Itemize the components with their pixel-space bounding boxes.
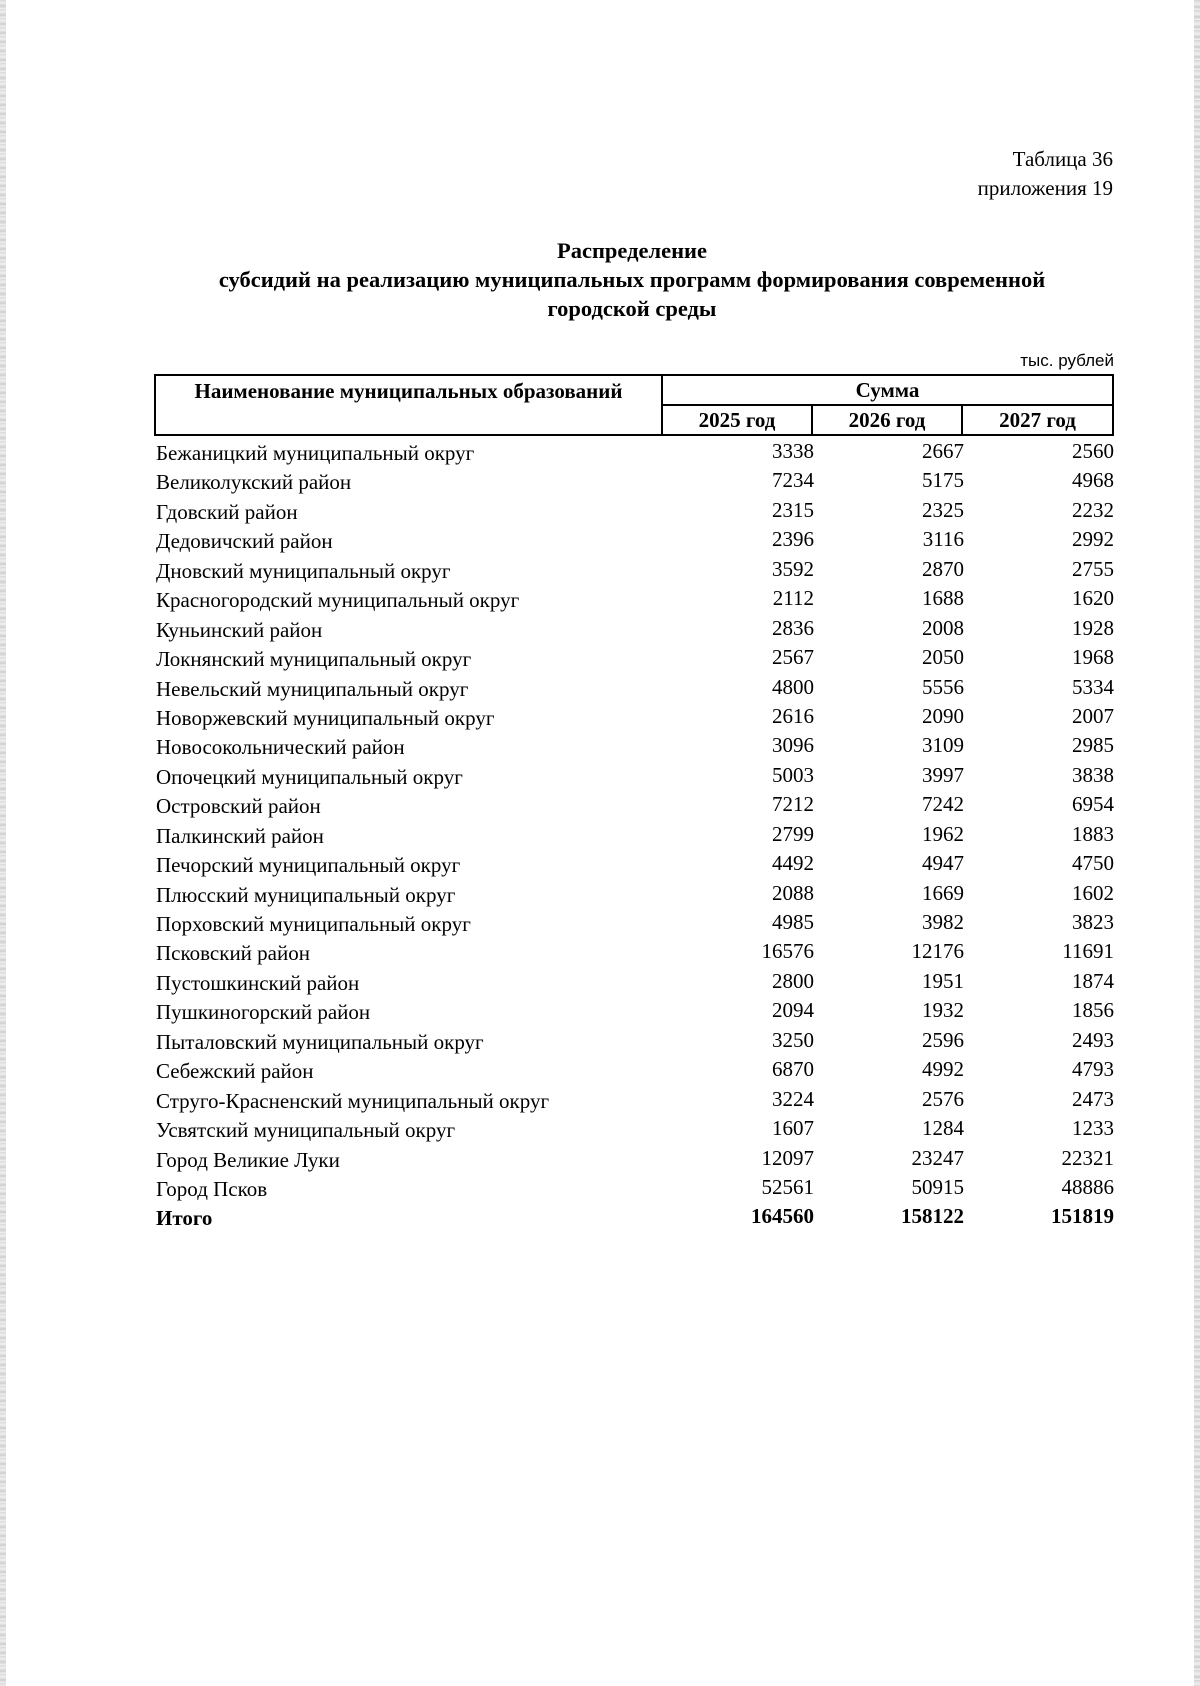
amount-2025: 2836 [772, 615, 814, 640]
municipality-name: Гдовский район [156, 499, 298, 524]
table-row [156, 673, 1116, 702]
amount-2025: 52561 [761, 1174, 814, 1199]
amount-2026: 5556 [922, 674, 964, 699]
municipality-name: Город Великие Луки [156, 1147, 340, 1172]
table-row [156, 996, 1116, 1025]
document-title [150, 236, 1114, 323]
municipality-name: Бежаницкий муниципальный округ [156, 441, 475, 465]
amount-2027: 2560 [1072, 439, 1114, 463]
amount-2027: 2985 [1072, 733, 1114, 758]
municipality-name: Печорский муниципальный округ [156, 853, 461, 878]
table-row [156, 643, 1116, 672]
municipality-name: Пыталовский муниципальный округ [156, 1029, 484, 1054]
amount-2027: 22321 [1061, 1145, 1114, 1170]
amount-2026: 1669 [922, 880, 964, 905]
amount-2025: 6870 [772, 1057, 814, 1082]
amount-2026: 50915 [911, 1174, 964, 1199]
amount-2025: 3096 [772, 733, 814, 758]
table-row [156, 1144, 1116, 1173]
table-row [156, 437, 1116, 466]
amount-2026: 2008 [922, 615, 964, 640]
title-line-3: городской среды [547, 296, 717, 321]
table-row [156, 614, 1116, 643]
table-row [156, 555, 1116, 584]
column-header-year-2025: 2025 год [663, 406, 813, 434]
table-row [156, 525, 1116, 554]
table-row [156, 1055, 1116, 1084]
amount-2027: 1874 [1072, 968, 1114, 993]
amount-2026: 2090 [922, 703, 964, 728]
scan-edge-left [0, 0, 6, 1686]
amount-2026: 1688 [922, 586, 964, 611]
amount-2026: 3116 [922, 527, 964, 552]
column-header-name: Наименование муниципальных образований [156, 376, 663, 434]
amount-2026: 12176 [911, 939, 964, 964]
column-header-year-2027: 2027 год [999, 407, 1076, 432]
amount-2027: 4750 [1072, 851, 1114, 876]
amount-2026: 3109 [922, 733, 964, 758]
amount-2026: 23247 [911, 1145, 964, 1170]
municipality-name: Островский район [156, 794, 321, 819]
title-line-1: Распределение [556, 238, 708, 263]
amount-2027: 3823 [1072, 910, 1114, 934]
municipality-name: Усвятский муниципальный округ [156, 1118, 456, 1143]
amount-2025: 2088 [772, 880, 814, 905]
amount-2027: 4793 [1072, 1057, 1114, 1082]
amount-2026: 5175 [922, 468, 964, 493]
amount-2025: 2616 [772, 703, 814, 728]
appendix-number: приложения 19 [977, 176, 1113, 200]
amount-2025: 4800 [772, 674, 814, 699]
total-row [156, 1202, 1116, 1231]
table-row [156, 731, 1116, 760]
amount-2025: 16576 [761, 939, 814, 964]
amount-2025: 3592 [772, 556, 814, 581]
amount-2025: 3250 [772, 1027, 814, 1052]
table-row [156, 496, 1116, 525]
total-label: Итого [156, 1206, 213, 1231]
amount-2027: 1602 [1072, 880, 1114, 905]
table-row [156, 967, 1116, 996]
municipality-name: Локнянский муниципальный округ [156, 647, 472, 672]
amount-2027: 2232 [1072, 497, 1114, 522]
amount-2025: 4985 [772, 910, 814, 934]
municipality-name: Дедовичский район [156, 529, 333, 554]
amount-2026: 2596 [922, 1027, 964, 1052]
amount-2027: 1620 [1072, 586, 1114, 611]
amount-2027: 2473 [1072, 1086, 1114, 1111]
amount-2025: 2315 [772, 497, 814, 522]
units-label: тыс. рублей [1020, 351, 1114, 370]
municipality-name: Пустошкинский район [156, 970, 360, 995]
municipality-name: Опочецкий муниципальный округ [156, 764, 463, 789]
amount-2025: 2567 [772, 645, 814, 670]
table-row [156, 908, 1116, 937]
table-row [156, 820, 1116, 849]
amount-2026: 1932 [922, 998, 964, 1023]
municipality-name: Себежский район [156, 1059, 314, 1084]
table-body [156, 437, 1116, 1232]
amount-2025: 2800 [772, 968, 814, 993]
amount-2025: 4492 [772, 851, 814, 876]
amount-2027: 151819 [1051, 1204, 1114, 1229]
scan-edge-right [1194, 0, 1200, 1686]
amount-2025: 3338 [772, 439, 814, 463]
amount-2027: 4968 [1072, 468, 1114, 493]
amount-2027: 2007 [1072, 703, 1114, 728]
amount-2026: 3997 [922, 762, 964, 787]
amount-2025: 1607 [772, 1116, 814, 1141]
table-row [156, 584, 1116, 613]
amount-2025: 2094 [772, 998, 814, 1023]
municipality-name: Новоржевский муниципальный округ [156, 705, 495, 730]
amount-2027: 6954 [1072, 792, 1114, 817]
amount-2027: 3838 [1072, 762, 1114, 787]
amount-2025: 164560 [751, 1204, 814, 1229]
municipality-name: Красногородский муниципальный округ [156, 588, 520, 613]
table-row [156, 1026, 1116, 1055]
table-row [156, 790, 1116, 819]
amount-2026: 2870 [922, 556, 964, 581]
column-header-year-2026: 2026 год [813, 406, 963, 434]
municipality-name: Невельский муниципальный округ [156, 676, 469, 701]
amount-2027: 1883 [1072, 821, 1114, 846]
amount-2027: 2755 [1072, 556, 1114, 581]
municipality-name: Куньинский район [156, 617, 323, 642]
municipality-name: Дновский муниципальный округ [156, 558, 451, 583]
amount-2027: 1968 [1072, 645, 1114, 670]
amount-2027: 11691 [1062, 939, 1114, 964]
table-row [156, 849, 1116, 878]
amount-2027: 1233 [1072, 1116, 1114, 1141]
amount-2026: 2667 [922, 439, 964, 463]
table-row [156, 879, 1116, 908]
amount-2026: 7242 [922, 792, 964, 817]
amount-2026: 1951 [922, 968, 964, 993]
table-row [156, 937, 1116, 966]
amount-2027: 1928 [1072, 615, 1114, 640]
amount-2025: 2799 [772, 821, 814, 846]
table-row [156, 1085, 1116, 1114]
municipality-name: Плюсский муниципальный округ [156, 882, 456, 907]
amount-2026: 158122 [901, 1204, 964, 1229]
amount-2026: 4947 [922, 851, 964, 876]
amount-2026: 2325 [922, 497, 964, 522]
amount-2027: 48886 [1061, 1174, 1114, 1199]
municipality-name: Струго-Красненский муниципальный округ [156, 1088, 550, 1113]
amount-2025: 2112 [772, 586, 814, 611]
municipality-name: Палкинский район [156, 823, 324, 848]
amount-2026: 1284 [922, 1116, 964, 1141]
amount-2025: 12097 [761, 1145, 814, 1170]
amount-2026: 2050 [922, 645, 964, 670]
column-header-sum: Сумма [663, 376, 1112, 406]
table-row [156, 466, 1116, 495]
amount-2027: 1856 [1072, 998, 1114, 1023]
table-row [156, 761, 1116, 790]
amount-2026: 1962 [922, 821, 964, 846]
amount-2027: 2992 [1072, 527, 1114, 552]
amount-2026: 3982 [922, 910, 964, 934]
amount-2026: 4992 [922, 1057, 964, 1082]
table-header [154, 374, 1114, 436]
municipality-name: Псковский район [156, 941, 310, 966]
municipality-name: Город Псков [156, 1176, 268, 1201]
title-line-2: субсидий на реализацию муниципальных программ формирования современной [218, 267, 1046, 292]
amount-2027: 2493 [1072, 1027, 1114, 1052]
amount-2026: 2576 [922, 1086, 964, 1111]
municipality-name: Великолукский район [156, 470, 352, 495]
amount-2025: 7234 [772, 468, 814, 493]
amount-2025: 7212 [772, 792, 814, 817]
municipality-name: Новосокольнический район [156, 735, 405, 760]
amount-2025: 3224 [772, 1086, 814, 1111]
amount-2027: 5334 [1072, 674, 1114, 699]
municipality-name: Пушкиногорский район [156, 1000, 371, 1025]
municipality-name: Порховский муниципальный округ [156, 912, 471, 936]
table-number: Таблица 36 [1012, 147, 1113, 171]
table-row [156, 702, 1116, 731]
amount-2025: 2396 [772, 527, 814, 552]
amount-2025: 5003 [772, 762, 814, 787]
table-reference [978, 145, 1113, 203]
table-row [156, 1114, 1116, 1143]
table-row [156, 1173, 1116, 1202]
